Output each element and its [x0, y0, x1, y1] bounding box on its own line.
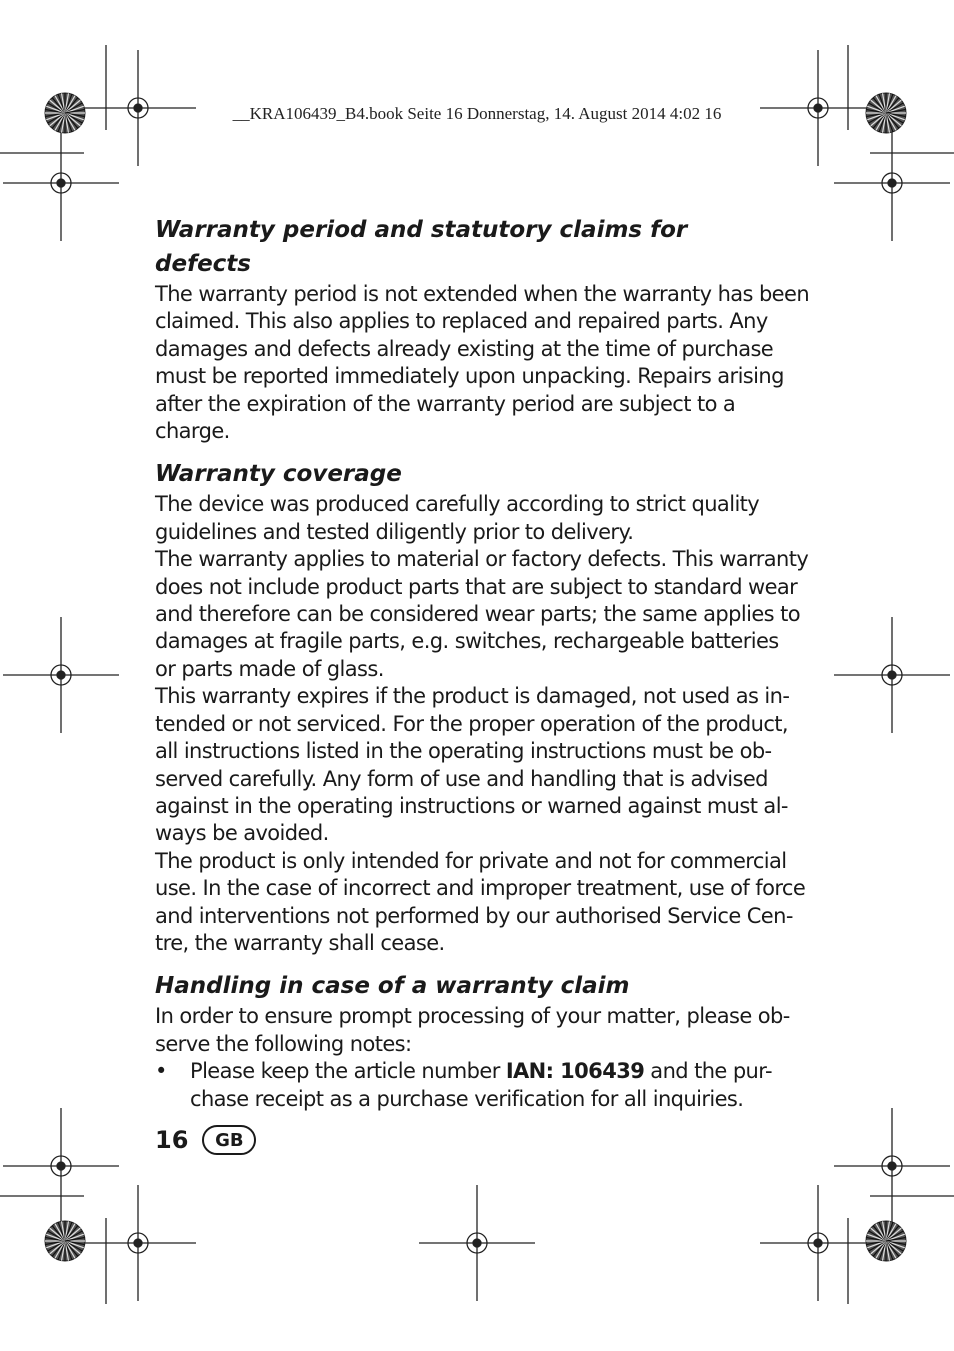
text-line: The warranty applies to material or factory defects. This warranty [155, 547, 809, 572]
registration-crosshair [834, 1108, 950, 1224]
registration-crosshair [760, 1185, 876, 1301]
text-line: or parts made of glass. [155, 656, 384, 681]
text-line: The product is only intended for private and not for commercial [155, 848, 787, 873]
bullet-item [155, 1058, 785, 1085]
page-footer [155, 1125, 256, 1155]
article-number: IAN: 106439 [505, 1059, 645, 1084]
section-warranty-claim-handling [155, 969, 790, 1113]
document-body [155, 213, 810, 1125]
page-number: 16 [155, 1126, 189, 1154]
text-line: damages at fragile parts, e.g. switches, rechargeable batteries [155, 629, 779, 654]
section-warranty-period [155, 213, 810, 445]
text-line: The warranty period is not extended when the warranty has been [155, 282, 810, 306]
print-header-file-info: __KRA106439_B4.book Seite 16 Donnerstag, 14. August 2014 4:02 16 [232, 104, 722, 123]
registration-crosshair [3, 617, 119, 733]
section-text [155, 281, 810, 445]
text-line: guidelines and tested diligently prior to delivery. [155, 519, 634, 544]
bullet-text-before: Please keep the article number [190, 1059, 506, 1084]
registration-crosshair [419, 1185, 535, 1301]
section-warranty-coverage [155, 457, 809, 957]
registration-starburst [866, 1221, 906, 1261]
section-heading: Handling in case of a warranty claim [155, 973, 630, 1000]
section-heading: Warranty coverage [155, 461, 402, 488]
text-line: does not include product parts that are subject to standard wear [155, 574, 798, 599]
text-line: tre, the warranty shall cease. [155, 930, 445, 955]
language-badge: GB [202, 1125, 256, 1155]
text-line: served carefully. Any form of use and handling that is advised [155, 766, 768, 791]
text-line: and therefore can be considered wear parts; the same applies to [155, 602, 800, 627]
registration-crosshair [3, 1108, 119, 1224]
section-heading: Warranty period and statutory claims for defects [155, 217, 688, 277]
text-line: The device was produced carefully according to strict quality [155, 492, 760, 517]
text-line: tended or not serviced. For the proper operation of the product, [155, 711, 788, 736]
text-line: and interventions not performed by our authorised Service Cen- [155, 903, 793, 928]
text-line: charge. [155, 419, 230, 444]
text-line: claimed. This also applies to replaced and repaired parts. Any [155, 309, 768, 334]
text-line: serve the following notes: [155, 1031, 412, 1056]
text-line: This warranty expires if the product is damaged, not used as in- [155, 684, 790, 709]
text-line: use. In the case of incorrect and improper treatment, use of force [155, 876, 806, 901]
registration-crosshair [834, 617, 950, 733]
section-text [155, 1003, 790, 1113]
text-line: after the expiration of the warranty period are subject to a [155, 391, 736, 416]
registration-crosshair [3, 125, 119, 241]
bullet-text-after: and the pur- [644, 1059, 772, 1084]
registration-starburst [45, 1221, 85, 1261]
text-line: against in the operating instructions or warned against must al- [155, 793, 788, 818]
text-line: all instructions listed in the operating instructions must be ob- [155, 739, 772, 764]
registration-crosshair [834, 125, 950, 241]
registration-crosshair [80, 1185, 196, 1301]
bullet-symbol: • [155, 1059, 167, 1084]
text-line: In order to ensure prompt processing of your matter, please ob- [155, 1004, 790, 1029]
text-line: must be reported immediately upon unpacking. Repairs arising [155, 364, 784, 389]
bullet-continuation: chase receipt as a purchase verification for all inquiries. [190, 1086, 744, 1111]
text-line: damages and defects already existing at the time of purchase [155, 336, 774, 361]
text-line: ways be avoided. [155, 821, 329, 846]
section-text [155, 491, 809, 957]
